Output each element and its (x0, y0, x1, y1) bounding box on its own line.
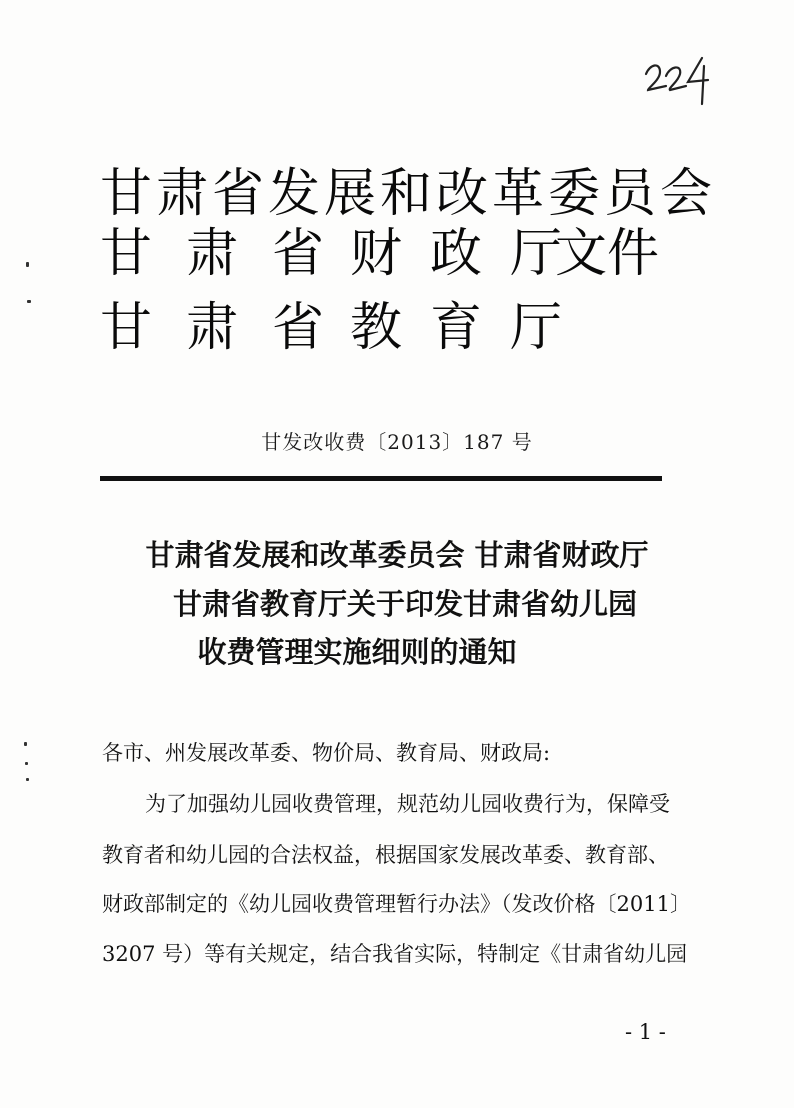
scan-speck (25, 762, 28, 765)
title-line-2: 甘肃省教育厅关于印发甘肃省幼儿园 (172, 587, 637, 621)
header-line-3-char: 教 (350, 298, 403, 358)
header-line-2-char: 厅 (510, 224, 563, 284)
body-line: 3207 号）等有关规定，结合我省实际，特制定《甘肃省幼儿园 (102, 942, 688, 966)
document-number: 甘发改收费〔2013〕187 号 (261, 430, 533, 454)
handwritten-mark (640, 52, 730, 112)
header-line-2-char: 政 (430, 224, 483, 284)
header-line-2-char: 肃 (186, 224, 239, 284)
header-divider (100, 476, 662, 481)
header-line-3-char: 肃 (186, 298, 239, 358)
scan-speck (26, 262, 29, 267)
header-line-3 (100, 298, 563, 362)
page-number: - 1 - (625, 1020, 666, 1044)
header-line-2 (100, 224, 563, 288)
title-line-3: 收费管理实施细则的通知 (197, 635, 517, 669)
body-line: 教育者和幼儿园的合法权益，根据国家发展改革委、教育部、 (102, 843, 669, 867)
header-line-3-char: 省 (272, 298, 325, 358)
header-line-2-char: 财 (350, 224, 403, 284)
header-line-3-char: 厅 (510, 298, 563, 358)
header-line-2-char: 省 (272, 224, 325, 284)
addressee: 各市、州发展改革委、物价局、教育局、财政局: (102, 741, 551, 765)
scan-speck (26, 778, 29, 781)
header-line-3-char: 育 (430, 298, 483, 358)
header-line-2-char: 甘 (100, 224, 153, 284)
body-line: 财政部制定的《幼儿园收费管理暂行办法》（发改价格〔2011〕 (102, 892, 691, 916)
body-line: 为了加强幼儿园收费管理，规范幼儿园收费行为，保障受 (145, 792, 670, 816)
scan-speck (27, 300, 31, 303)
header-line-3-char: 甘 (100, 298, 153, 358)
title-line-1: 甘肃省发展和改革委员会 甘肃省财政厅 (145, 538, 649, 572)
header-wenjian: 文件 (555, 224, 660, 284)
scan-speck (24, 742, 27, 746)
header-line-1: 甘肃省发展和改革委员会 (100, 164, 713, 224)
